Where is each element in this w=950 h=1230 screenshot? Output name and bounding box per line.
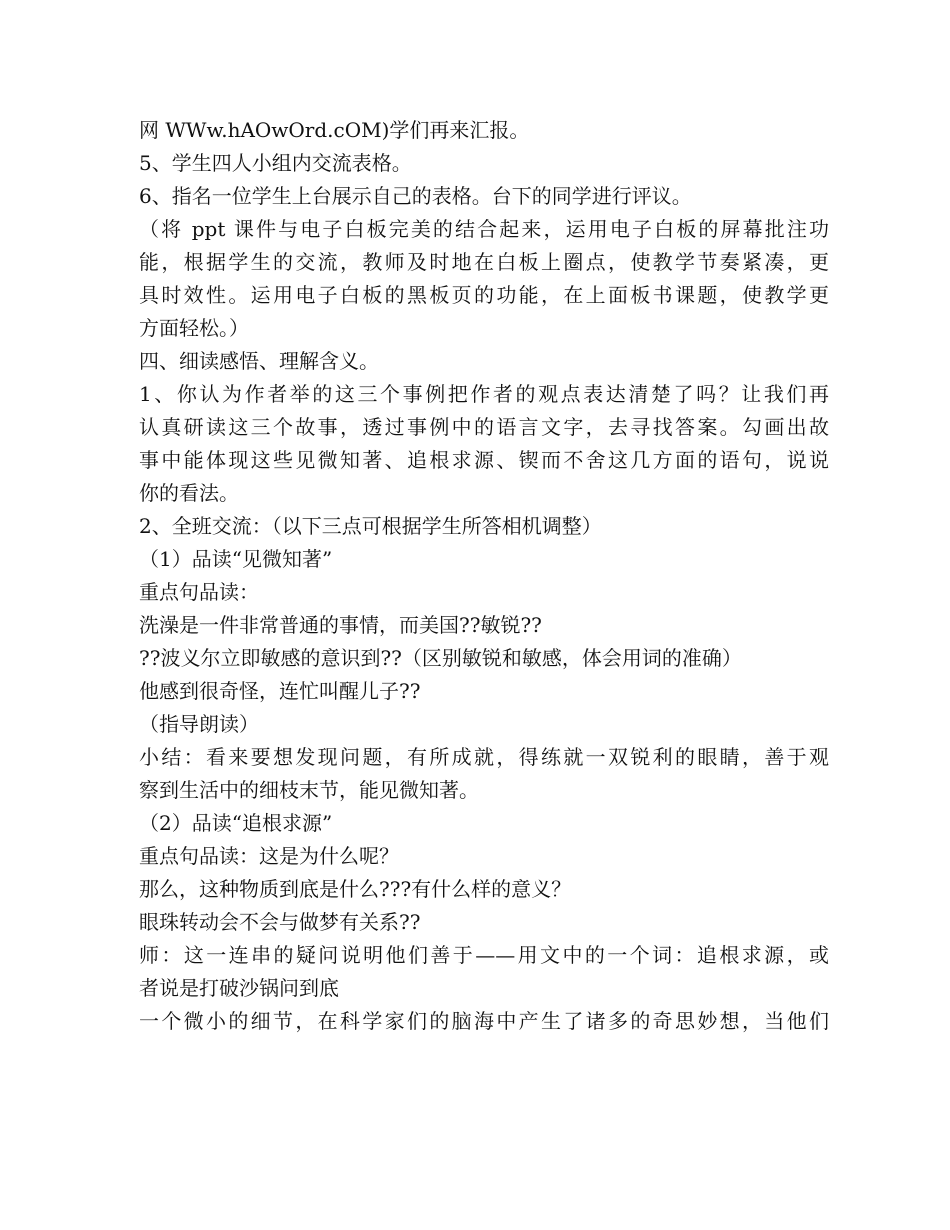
text-line: 那么，这种物质到底是什么???有什么样的意义？ [139, 877, 572, 901]
text-line: 5、学生四人小组内交流表格。 [139, 151, 412, 175]
text-line: 能，根据学生的交流，教师及时地在白板上圈点，使教学节奏紧凑，更 [139, 250, 829, 274]
text-line: 眼珠转动会不会与做梦有关系?? [139, 910, 421, 934]
text-line: （将 ppt 课件与电子白板完美的结合起来，运用电子白板的屏幕批注功 [139, 217, 829, 241]
text-line: 师：这一连串的疑问说明他们善于——用文中的一个词：追根求源，或 [139, 943, 829, 967]
text-line: ??波义尔立即敏感的意识到??（区别敏锐和敏感，体会用词的准确） [139, 646, 742, 670]
text-line: 1、你认为作者举的这三个事例把作者的观点表达清楚了吗？让我们再 [139, 382, 829, 406]
text-line: 他感到很奇怪，连忙叫醒儿子?? [139, 679, 421, 703]
text-line: 你的看法。 [139, 481, 239, 505]
text-line: 网 WWw.hAOwOrd.cOM)学们再来汇报。 [139, 118, 530, 142]
text-line: （指导朗读） [139, 712, 259, 736]
subheading: （1）品读“见微知著” [139, 547, 333, 571]
text-line: 6、指名一位学生上台展示自己的表格。台下的同学进行评议。 [139, 184, 692, 208]
text-line: 者说是打破沙锅问到底 [139, 976, 339, 1000]
text-line: 洗澡是一件非常普通的事情，而美国??敏锐?? [139, 613, 542, 637]
text-line: 一个微小的细节，在科学家们的脑海中产生了诸多的奇思妙想，当他们 [139, 1009, 829, 1033]
text-line: 认真研读这三个故事，透过事例中的语言文字，去寻找答案。勾画出故 [139, 415, 829, 439]
text-line: 重点句品读：这是为什么呢？ [139, 844, 399, 868]
subheading: （2）品读“追根求源” [139, 811, 333, 835]
text-line: 小结：看来要想发现问题，有所成就，得练就一双锐利的眼睛，善于观 [139, 745, 829, 769]
section-heading: 四、细读感悟、理解含义。 [139, 349, 379, 373]
text-line: 具时效性。运用电子白板的黑板页的功能，在上面板书课题，使教学更 [139, 283, 829, 307]
text-line: 事中能体现这些见微知著、追根求源、锲而不舍这几方面的语句，说说 [139, 448, 829, 472]
document-body [139, 114, 829, 1038]
text-line: 重点句品读： [139, 580, 259, 604]
text-line: 方面轻松。） [139, 316, 249, 340]
text-line: 2、全班交流：（以下三点可根据学生所答相机调整） [139, 514, 602, 538]
text-line: 察到生活中的细枝末节，能见微知著。 [139, 778, 479, 802]
